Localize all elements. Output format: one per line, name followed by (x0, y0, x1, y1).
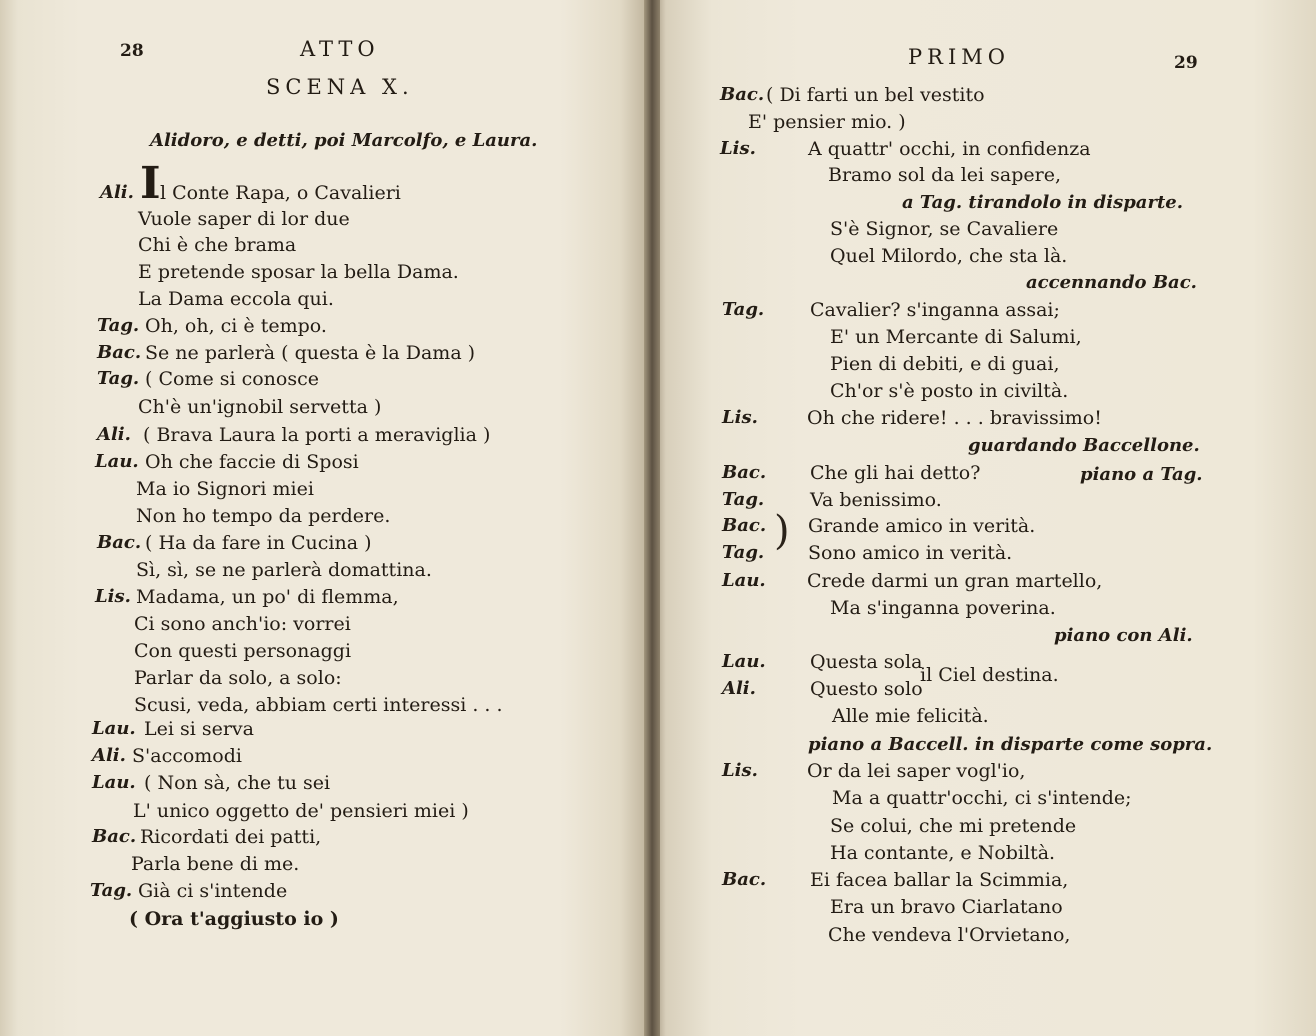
verse-line: Parla bene di me. (131, 853, 300, 875)
verse-line: Or da lei saper vogl'io, (807, 760, 1026, 782)
verse-line: Vuole saper di lor due (138, 208, 350, 230)
verse-line: Ch'or s'è posto in civiltà. (830, 380, 1069, 402)
drop-cap: I (140, 158, 161, 209)
verse-line: Ha contante, e Nobiltà. (830, 842, 1056, 864)
speaker: Bac. (92, 826, 137, 847)
speaker: Bac. (722, 869, 767, 890)
verse-line: ( Di farti un bel vestito (766, 84, 985, 106)
stage-direction: guardando Baccellone. (968, 435, 1200, 456)
verse-line: Questa sola (810, 651, 923, 673)
verse-line: L' unico oggetto de' pensieri miei ) (133, 800, 469, 822)
verse-line: E' pensier mio. ) (748, 111, 906, 133)
stage-direction: accennando Bac. (1026, 272, 1197, 293)
speaker: Lau. (722, 570, 766, 591)
stage-direction: piano a Baccell. in disparte come sopra. (808, 734, 1213, 755)
verse-line: Se ne parlerà ( questa è la Dama ) (145, 342, 476, 364)
speaker: Lau. (92, 718, 136, 739)
verse-line: Quel Milordo, che sta là. (830, 245, 1068, 267)
speaker: Bac. (722, 462, 767, 483)
verse-line: Sì, sì, se ne parlerà domattina. (136, 559, 432, 581)
verse-line: Bramo sol da lei sapere, (828, 164, 1061, 186)
verse-line: Ma a quattr'occhi, ci s'intende; (832, 787, 1132, 809)
page-number: 29 (1174, 53, 1198, 73)
verse-line: A quattr' occhi, in confidenza (808, 138, 1091, 160)
speaker: Bac. (722, 515, 767, 536)
verse-line: E' un Mercante di Salumi, (830, 326, 1082, 348)
verse-line: Ci sono anch'io: vorrei (134, 613, 351, 635)
verse-line: Ch'è un'ignobil servetta ) (138, 396, 382, 418)
verse-line: ( Brava Laura la porti a meraviglia ) (143, 424, 491, 446)
running-header: ATTO (300, 37, 380, 61)
speaker: Lis. (722, 407, 758, 428)
running-header: PRIMO (908, 45, 1010, 69)
speaker: Bac. (97, 342, 142, 363)
verse-line: Ma io Signori miei (136, 478, 314, 500)
stage-direction: a Tag. tirandolo in disparte. (902, 192, 1183, 213)
speaker: Ali. (92, 745, 126, 766)
verse-line: Che vendeva l'Orvietano, (828, 924, 1071, 946)
verse-line: Ricordati dei patti, (140, 826, 322, 848)
verse-line: E pretende sposar la bella Dama. (138, 261, 459, 283)
verse-line: Era un bravo Ciarlatano (830, 896, 1063, 918)
right-page (652, 0, 1316, 1036)
verse-line: Questo solo (810, 678, 923, 700)
speaker: Lau. (95, 451, 139, 472)
speaker: Tag. (722, 489, 765, 510)
verse-line: Ei facea ballar la Scimmia, (810, 869, 1069, 891)
speaker: Lis. (95, 586, 131, 607)
stage-direction: Alidoro, e detti, poi Marcolfo, e Laura. (150, 130, 538, 151)
page-number: 28 (120, 41, 144, 61)
verse-line: Parlar da solo, a solo: (134, 667, 342, 689)
verse-line: Non ho tempo da perdere. (136, 505, 391, 527)
speaker: Tag. (97, 368, 140, 389)
verse-line: Oh, oh, ci è tempo. (145, 315, 327, 337)
speaker: Bac. (97, 532, 142, 553)
verse-line: ( Come si conosce (145, 368, 319, 390)
speaker: Tag. (722, 299, 765, 320)
stage-direction: piano con Ali. (1054, 625, 1193, 646)
verse-line: ( Ora t'aggiusto io ) (129, 908, 339, 930)
left-page (0, 0, 652, 1036)
verse-line: Che gli hai detto? (810, 462, 981, 484)
verse-line: l Conte Rapa, o Cavalieri (160, 182, 401, 204)
speaker: Ali. (722, 678, 756, 699)
speaker: Bac. (720, 84, 765, 105)
verse-line: Pien di debiti, e di guai, (830, 353, 1060, 375)
verse-line: Madama, un po' di flemma, (136, 586, 399, 608)
speaker: Lis. (720, 138, 756, 159)
verse-line: Chi è che brama (138, 234, 297, 256)
book-gutter (644, 0, 660, 1036)
speaker: Lau. (722, 651, 766, 672)
verse-line: La Dama eccola qui. (138, 288, 334, 310)
verse-line: S'accomodi (132, 745, 242, 767)
speaker: Lis. (722, 760, 758, 781)
verse-line: il Ciel destina. (920, 664, 1059, 686)
verse-line: Con questi personaggi (134, 640, 352, 662)
verse-line: Già ci s'intende (138, 880, 288, 902)
speaker: Tag. (722, 542, 765, 563)
scene-title: SCENA X. (266, 75, 414, 99)
verse-line: Ma s'inganna poverina. (830, 597, 1056, 619)
verse-line: Oh che faccie di Sposi (145, 451, 359, 473)
verse-line: Crede darmi un gran martello, (807, 570, 1103, 592)
speaker: Ali. (97, 424, 131, 445)
verse-line: Lei si serva (144, 718, 254, 740)
verse-line: Sono amico in verità. (808, 542, 1013, 564)
verse-line: Alle mie felicità. (832, 705, 989, 727)
bracket-glyph: ) (774, 508, 790, 554)
stage-direction: piano a Tag. (1080, 464, 1203, 485)
speaker: Lau. (92, 772, 136, 793)
verse-line: Oh che ridere! . . . bravissimo! (807, 407, 1102, 429)
speaker: Tag. (97, 315, 140, 336)
speaker: Tag. (90, 880, 133, 901)
verse-line: Scusi, veda, abbiam certi interessi . . . (134, 694, 503, 716)
verse-line: Grande amico in verità. (808, 515, 1036, 537)
verse-line: Se colui, che mi pretende (830, 815, 1077, 837)
speaker: Ali. (100, 182, 134, 203)
verse-line: ( Ha da fare in Cucina ) (145, 532, 372, 554)
verse-line: Va benissimo. (810, 489, 942, 511)
verse-line: ( Non sà, che tu sei (144, 772, 331, 794)
verse-line: S'è Signor, se Cavaliere (830, 218, 1059, 240)
verse-line: Cavalier? s'inganna assai; (810, 299, 1060, 321)
